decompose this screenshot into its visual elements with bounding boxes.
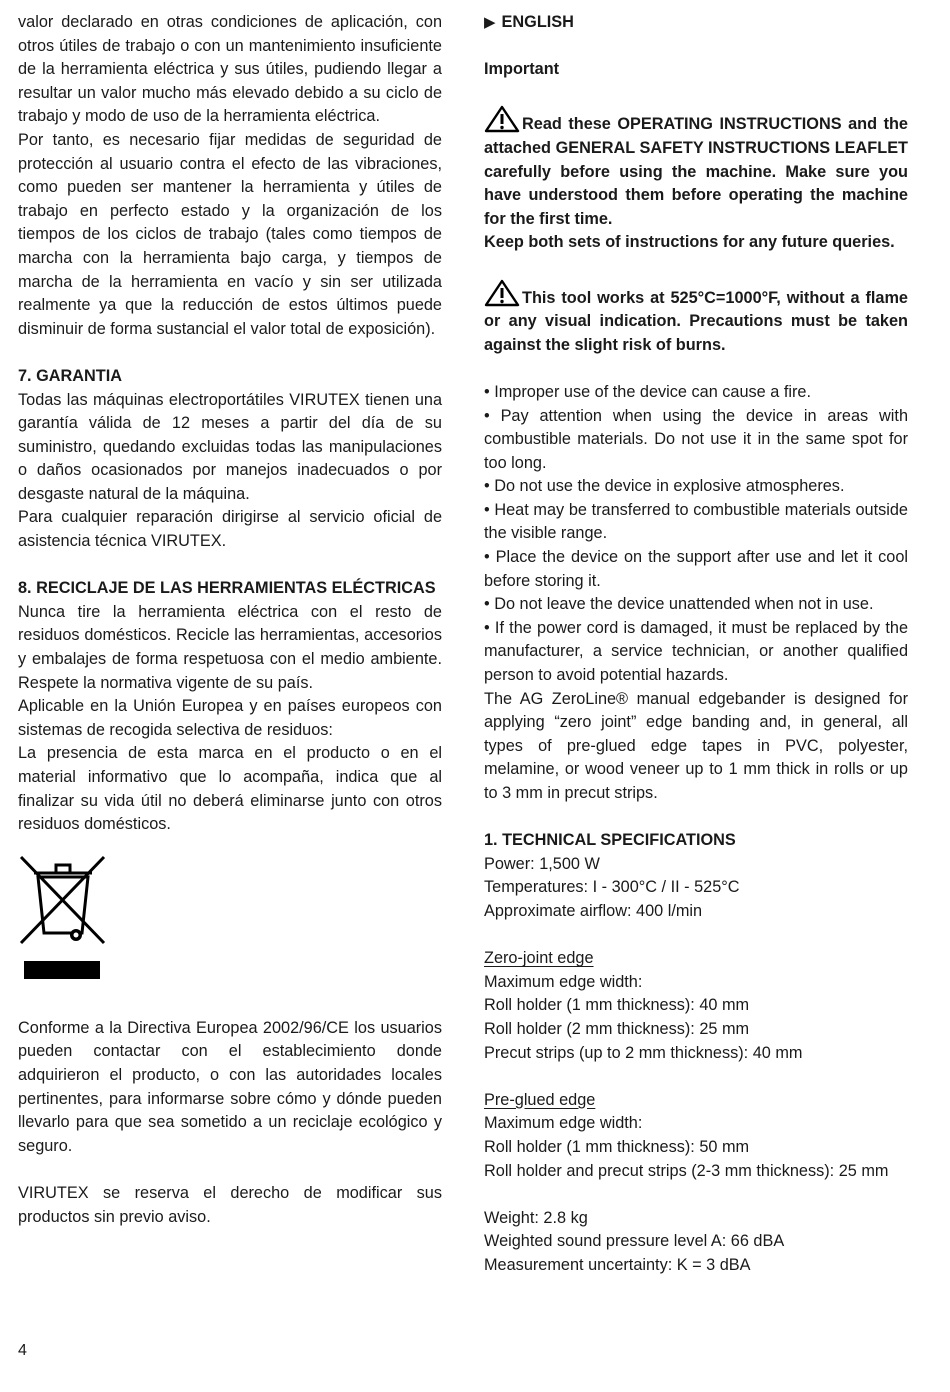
subtitle-pre-glued: Pre-glued edge xyxy=(484,1090,596,1109)
right-column xyxy=(484,11,908,1277)
warning-triangle-icon xyxy=(484,279,520,307)
crossed-out-wheelie-bin-icon xyxy=(18,855,108,947)
paragraph: Conforme a la Directiva Europea 2002/96/CE los usuarios pueden contactar con el establecimiento donde adquirieron el producto, o con las autoridades locales pertinentes, para informarse sobre cómo y dónde pueden llevarlo para que sea sometido a un reciclaje ecológico y seguro. xyxy=(18,1018,442,1155)
paragraph: valor declarado en otras condiciones de aplicación, con otros útiles de trabajo o con un mantenimiento insuficiente de la herramienta eléctrica y sus útiles, pudiendo llegar a resultar un valor mucho más elevado debido a su ciclo de trabajo y modo de uso de la herramienta eléctrica. xyxy=(18,13,442,126)
section-title-recycling: 8. RECICLAJE DE LAS HERRAMIENTAS ELÉCTRICAS xyxy=(18,579,436,598)
spec-line: Approximate airflow: 400 l/min xyxy=(484,901,703,920)
language-heading xyxy=(484,11,908,35)
paragraph: Nunca tire la herramienta eléctrica con el resto de residuos domésticos. Recicle las herramientas, accesorios y embalajes de forma respetuosa con el medio ambiente. Respete la normativa vigente de su país. xyxy=(18,602,442,692)
paragraph: Para cualquier reparación dirigirse al servicio oficial de asistencia técnica VIRUTEX. xyxy=(18,508,442,551)
spec-line: Maximum edge width: xyxy=(484,1114,643,1133)
bullet-item: • Place the device on the support after use and let it cool before storing it. xyxy=(484,548,908,590)
weee-bar xyxy=(24,961,100,979)
bullet-item: • If the power cord is damaged, it must be replaced by the manufacturer, a service technician, or another qualified person to avoid potential hazards. xyxy=(484,618,908,685)
section-title-guarantee: 7. GARANTIA xyxy=(18,366,123,385)
warning-block-heat xyxy=(484,279,908,358)
spec-line: Measurement uncertainty: K = 3 dBA xyxy=(484,1255,751,1274)
paragraph: Todas las máquinas electroportátiles VIRUTEX tienen una garantía válida de 12 meses a partir del día de su suministro, quedando excluidas todas las manipulaciones o daños ocasionados por manejos inadecuados o por desgaste natural de la máquina. xyxy=(18,390,442,503)
section-title-specs: 1. TECHNICAL SPECIFICATIONS xyxy=(484,831,736,850)
spec-line: Roll holder and precut strips (2-3 mm thickness): 25 mm xyxy=(484,1161,889,1180)
language-heading-text: ENGLISH xyxy=(501,13,574,31)
spec-line: Power: 1,500 W xyxy=(484,854,600,873)
paragraph: La presencia de esta marca en el producto o en el material informativo que lo acompaña, indica que al finalizar su vida útil no deberá eliminarse junto con otros residuos domésticos. xyxy=(18,744,442,834)
spec-line: Weighted sound pressure level A: 66 dBA xyxy=(484,1232,785,1251)
warning-block xyxy=(484,105,908,231)
paragraph: The AG ZeroLine® manual edgebander is designed for applying “zero joint” edge banding and, in general, all types of pre-glued edge tapes in PVC, polyester, melamine, or wood veneer up to 1 mm thick in rolls or up to 3 mm in precut strips. xyxy=(484,689,908,802)
warning-text-keep: Keep both sets of instructions for any future queries. xyxy=(484,233,895,252)
warning-text-heat: This tool works at 525°C=1000°F, without a flame or any visual indication. Precautions must be taken against the slight risk of burns. xyxy=(484,288,908,354)
bullet-item: • Do not use the device in explosive atmospheres. xyxy=(484,477,845,496)
spec-line: Precut strips (up to 2 mm thickness): 40 mm xyxy=(484,1043,803,1062)
paragraph: Por tanto, es necesario fijar medidas de seguridad de protección al usuario contra el efecto de las vibraciones, como pueden ser mantener la herramienta y útiles de trabajo en perfecto estado y la organización de los tiempos de los ciclos de trabajo (tales como tiempos de marcha con la herramienta bajo carga, y tiempos de marcha de la herramienta en vacío y sin ser utilizada realmente ya que la reducción de estos últimos puede disminuir de forma sustancial el valor total de exposición). xyxy=(18,130,442,338)
spec-line: Roll holder (2 mm thickness): 25 mm xyxy=(484,1019,750,1038)
bullet-item: • Improper use of the device can cause a fire. xyxy=(484,382,811,401)
spec-line: Temperatures: I - 300°C / II - 525°C xyxy=(484,878,740,897)
paragraph: VIRUTEX se reserva el derecho de modificar sus productos sin previo aviso. xyxy=(18,1183,442,1226)
paragraph: Aplicable en la Unión Europea y en países europeos con sistemas de recogida selectiva de residuos: xyxy=(18,697,442,739)
important-label: Important xyxy=(484,60,560,79)
bullet-item: • Pay attention when using the device in areas with combustible materials. Do not use it in the same spot for too long. xyxy=(484,406,908,472)
page-number: 4 xyxy=(18,1342,27,1359)
spec-line: Maximum edge width: xyxy=(484,972,643,991)
warning-text: Read these OPERATING INSTRUCTIONS and the attached GENERAL SAFETY INSTRUCTIONS LEAFLET carefully before using the machine. Make sure you have understood them before operating the machine for the first time. xyxy=(484,115,908,228)
bullet-item: • Heat may be transferred to combustible materials outside the visible range. xyxy=(484,500,908,543)
spec-line: Roll holder (1 mm thickness): 40 mm xyxy=(484,996,750,1015)
warning-triangle-icon xyxy=(484,105,520,133)
bullet-item: • Do not leave the device unattended when not in use. xyxy=(484,595,874,614)
spec-line: Roll holder (1 mm thickness): 50 mm xyxy=(484,1137,750,1156)
triangle-right-icon: ▶ xyxy=(484,14,496,31)
spec-line: Weight: 2.8 kg xyxy=(484,1208,588,1227)
left-column xyxy=(18,11,442,1229)
subtitle-zero-joint: Zero-joint edge xyxy=(484,949,594,968)
